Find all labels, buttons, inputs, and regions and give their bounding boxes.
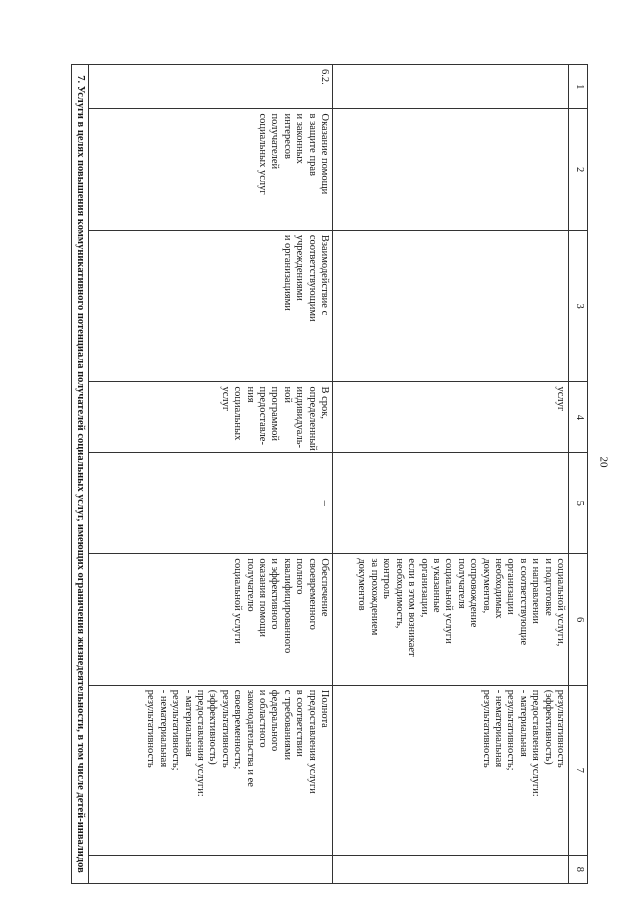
service-cost: – — [89, 453, 333, 554]
cell-empty — [333, 453, 569, 554]
service-term: В срок, определенный индивидуаль- ной программой предоставле- ния социальных услуг — [89, 382, 333, 453]
service-name: Оказание помощи в защите прав и законных интересов получателей социальных услуг — [89, 109, 333, 230]
row-6-2 — [89, 65, 333, 884]
cont-indicators: социальной услуги, и подготовке и направлении в соответствующие организации необходимых документов, сопровождение получателя социальной услуги в указанные организации, если в этом возникает необходимость, контроль за прохождением документов — [333, 554, 569, 685]
col-number: 1 — [569, 65, 588, 109]
col-number: 2 — [569, 109, 588, 230]
col-number: 4 — [569, 382, 588, 453]
col-number: 3 — [569, 230, 588, 382]
col-number: 6 — [569, 554, 588, 685]
cell-empty — [333, 855, 569, 883]
section-7-row — [71, 65, 88, 884]
cont-term: услуг — [333, 382, 569, 453]
row-number: 6.2. — [89, 65, 333, 109]
column-numbers-row — [569, 65, 588, 884]
col-number: 8 — [569, 855, 588, 883]
delivery-conditions: Полнота предоставления услуги в соответствии с требованиями федерального и областного законодательства и ее своевременность; результативность (эффективность) предоставления услуги: - материальная результативность; - нематериальная результативность — [89, 685, 333, 855]
quality-indicators: Обеспечение своевременного полного квалифицированного и эффективного оказания помощи получателю социальной услуги — [89, 554, 333, 685]
section-7-heading: 7. Услуги в целях повышения коммуникативного потенциала получателей социальных услуг, имеющих ограничения жизнедеятельности, в том числе детей-инвалидов — [71, 65, 88, 884]
continued-row — [333, 65, 569, 884]
page-number: 20 — [597, 456, 610, 468]
cell-empty — [333, 230, 569, 382]
service-content: Взаимодействие с соответствующими учреждениями и организациями — [89, 230, 333, 382]
services-table — [71, 64, 588, 884]
cont-conditions: результативность (эффективность) предоставления услуги: - материальная результативность; - нематериальная результативность — [333, 685, 569, 855]
rotated-page — [48, 64, 588, 884]
col-number: 7 — [569, 685, 588, 855]
cell-empty — [333, 65, 569, 109]
col-number: 5 — [569, 453, 588, 554]
cell-empty — [333, 109, 569, 230]
cell-empty — [89, 855, 333, 883]
